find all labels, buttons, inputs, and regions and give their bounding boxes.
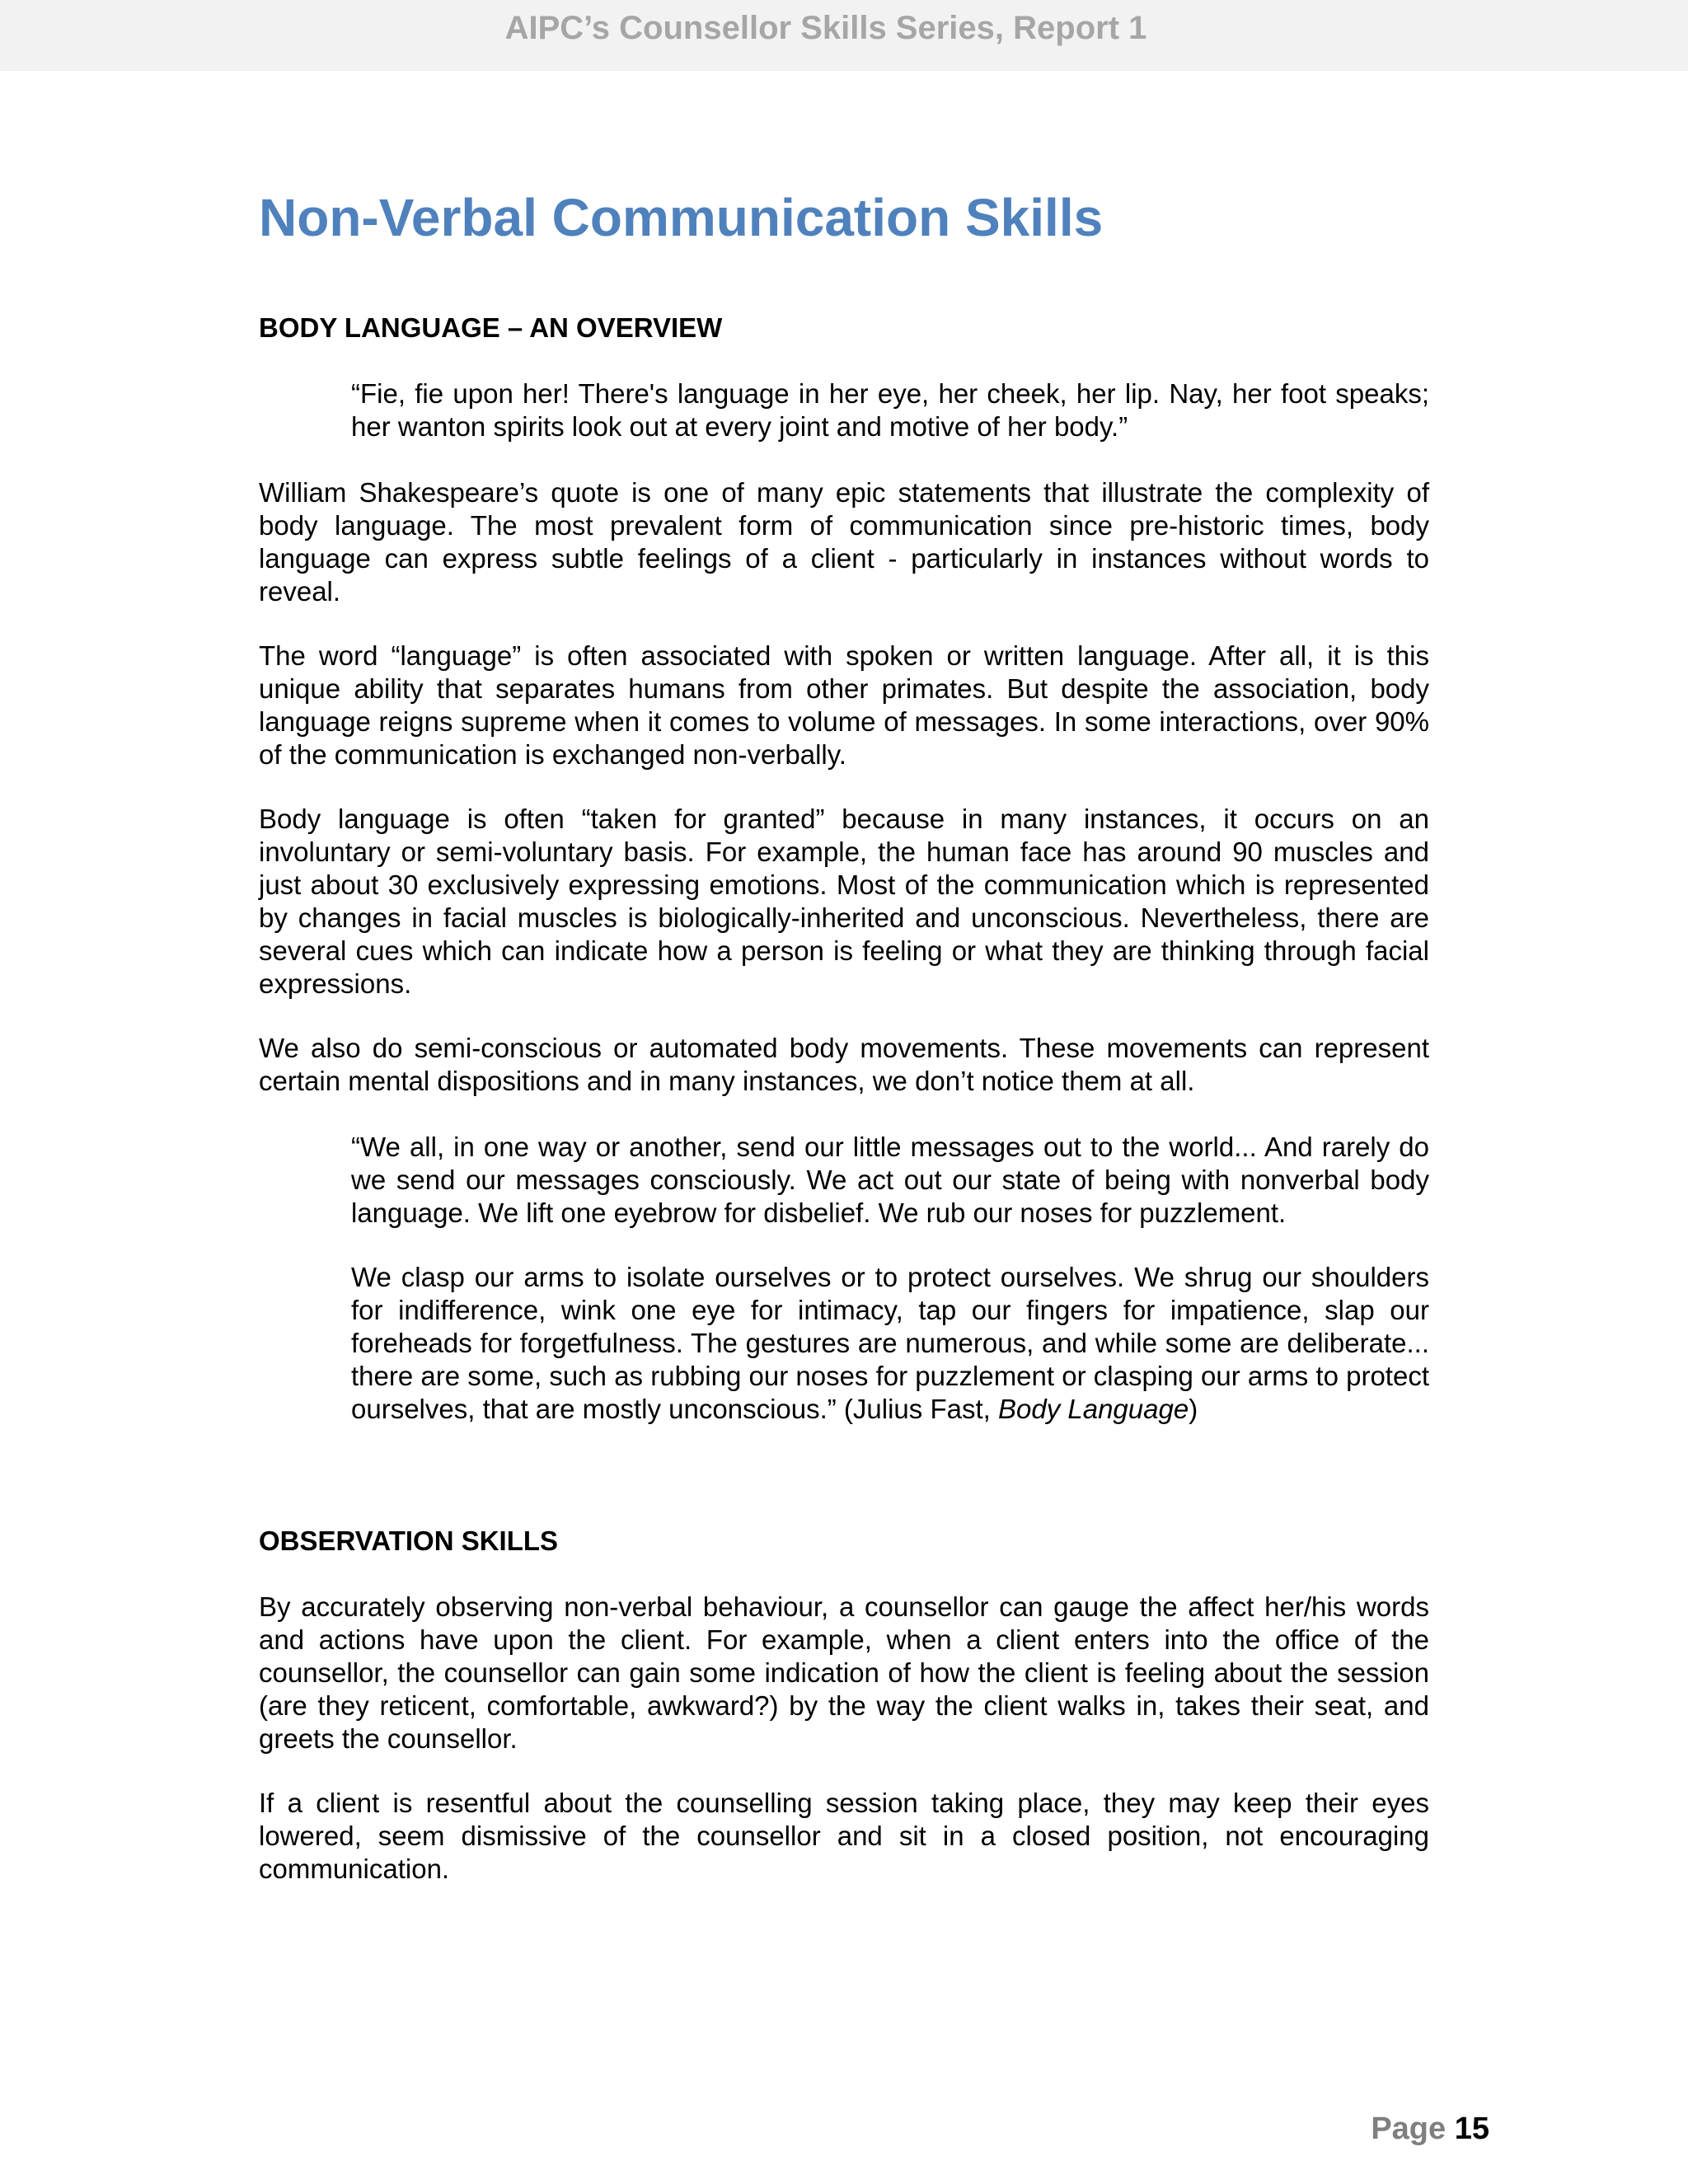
section-heading-observation: OBSERVATION SKILLS (259, 1526, 559, 1556)
fast-quote-text: We clasp our arms to isolate ourselves or to protect ourselves. We shrug our shoulders for indifference, wink one eye for intimacy, tap our fingers for impatience, slap our foreheads for forgetfulness. The gestures are numerous, and while some are deliberate... there are some, such as rubbing our noses for puzzlement or clasping our arms to protect ourselves, that are mostly unconscious.” (Julius Fast, (351, 1262, 1429, 1424)
paragraph-resentful-client: If a client is resentful about the counselling session taking place, they may keep their eyes lowered, seem dismissive of the counsellor and sit in a closed position, not encouraging communication. (259, 1788, 1429, 1884)
fast-quote-part2 (351, 1261, 1429, 1426)
paragraph-accurately-observing: By accurately observing non-verbal behaviour, a counsellor can gauge the affect her/his words and actions have upon the client. For example, when a client enters into the office of the counsellor, the counsellor can gain some indication of how the client is feeling about the session (are they reticent, comfortable, awkward?) by the way the client walks in, takes their seat, and greets the counsellor. (259, 1591, 1429, 1754)
book-title: Body Language (997, 1394, 1189, 1424)
paragraph-word-language: The word “language” is often associated with spoken or written language. After all, it is this unique ability that separates humans from other primates. But despite the association, body language reigns supreme when it comes to volume of messages. In some interactions, over 90% of the communication is exchanged non-verbally. (259, 640, 1429, 770)
shakespeare-quote: “Fie, fie upon her! There's language in her eye, her cheek, her lip. Nay, her foot speaks; her wanton spirits look out at every joint and motive of her body.” (351, 378, 1429, 442)
header-title: AIPC’s Counsellor Skills Series, Report 1 (504, 10, 1147, 46)
paragraph-taken-for-granted: Body language is often “taken for granted” because in many instances, it occurs on an involuntary or semi-voluntary basis. For example, the human face has around 90 muscles and just about 30 exclusively expressing emotions. Most of the communication which is represented by changes in facial muscles is biologically-inherited and unconscious. Nevertheless, there are several cues which can indicate how a person is feeling or what they are thinking through facial expressions. (259, 804, 1429, 999)
section-heading-body-language: BODY LANGUAGE – AN OVERVIEW (259, 312, 723, 343)
page-label: Page (1371, 2111, 1447, 2146)
fast-quote-close: ) (1189, 1394, 1198, 1424)
fast-quote-part1: “We all, in one way or another, send our little messages out to the world... And rarely do we send our messages consciously. We act out our state of being with nonverbal body language. We lift one eyebrow for disbelief. We rub our noses for puzzlement. (351, 1132, 1429, 1228)
running-header (0, 0, 1688, 71)
page-number (1236, 2110, 1489, 2148)
paragraph-semi-conscious: We also do semi-conscious or automated body movements. These movements can represent certain mental dispositions and in many instances, we don’t notice them at all. (259, 1033, 1429, 1096)
page-title: Non-Verbal Communication Skills (259, 188, 1104, 247)
paragraph-shakespeare: William Shakespeare’s quote is one of many epic statements that illustrate the complexity of body language. The most prevalent form of communication since pre-historic times, body language can express subtle feelings of a client - particularly in instances without words to reveal. (259, 477, 1429, 607)
page-number-value: 15 (1454, 2111, 1489, 2146)
